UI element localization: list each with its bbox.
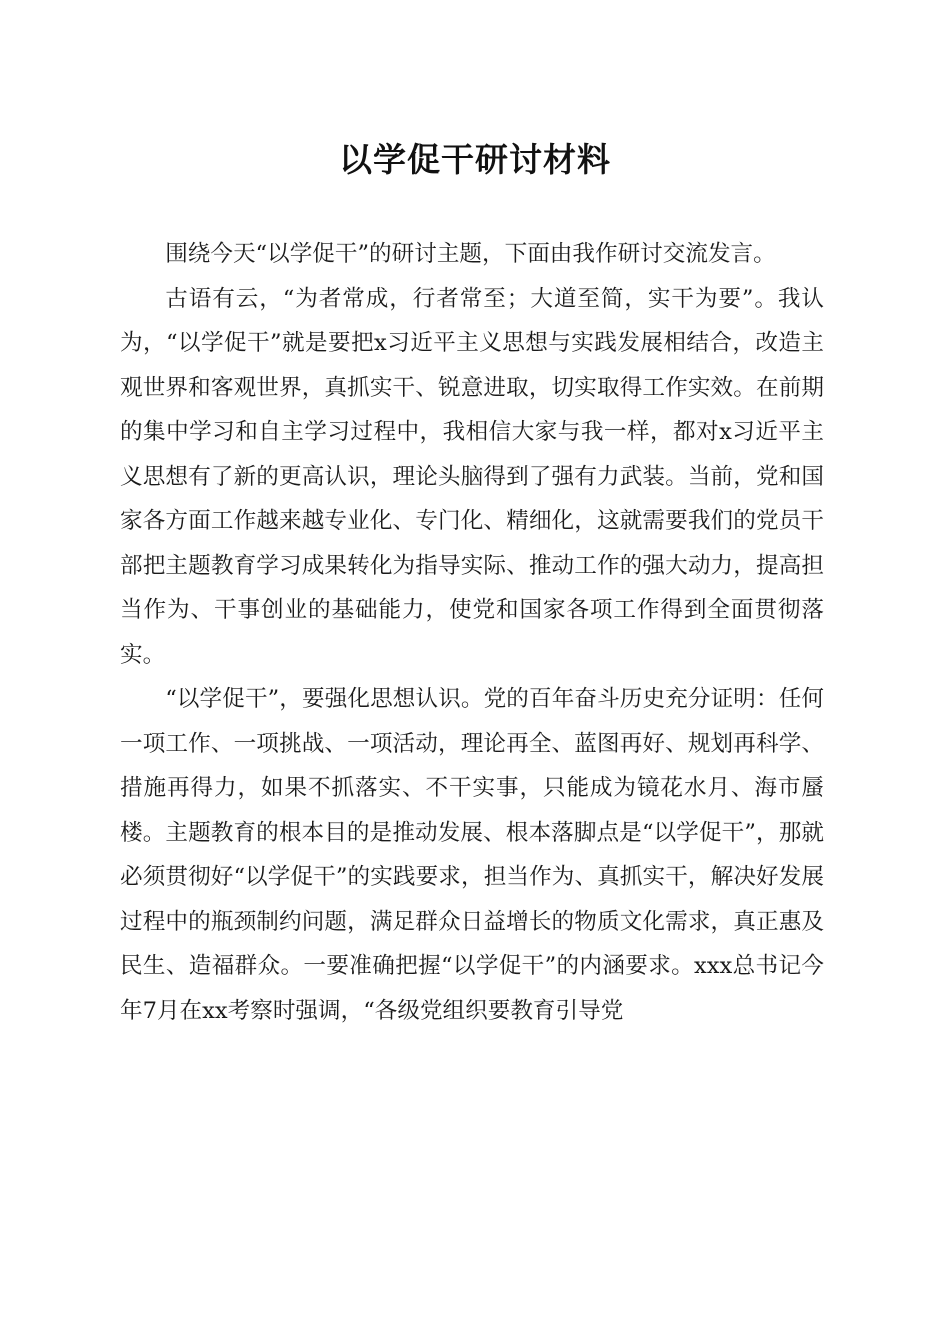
document-title: 以学促干研讨材料 — [339, 140, 611, 179]
document-body — [120, 232, 824, 1033]
paragraph-intro: 围绕今天“以学促干”的研讨主题，下面由我作研讨交流发言。 — [165, 241, 776, 267]
paragraph-proverb: 古语有云，“为者常成，行者常至；大道至简，实干为要”。我认为，“以学促干”就是要把x习近平主义思想与实践发展相结合，改造主观世界和客观世界，真抓实干、锐意进取，切实取得工作实效。在前期的集中学习和自主学习过程中，我相信大家与我一样，都对x习近平主义思想有了新的更高认识，理论头脑得到了强有力武装。当前，党和国家各方面工作越来越专业化、专门化、精细化，这就需要我们的党员干部把主题教育学习成果转化为指导实际、推动工作的强大动力，提高担当作为、干事创业的基础能力，使党和国家各项工作得到全面贯彻落实。 — [120, 285, 824, 668]
paragraph-thought-awareness: “以学促干”，要强化思想认识。党的百年奋斗历史充分证明：任何一项工作、一项挑战、一项活动，理论再全、蓝图再好、规划再科学、措施再得力，如果不抓落实、不干实事，只能成为镜花水月、海市蜃楼。主题教育的根本目的是推动发展、根本落脚点是“以学促干”，那就必须贯彻好“以学促干”的实践要求，担当作为、真抓实干，解决好发展过程中的瓶颈制约问题，满足群众日益增长的物质文化需求，真正惠及民生、造福群众。一要准确把握“以学促干”的内涵要求。xxx总书记今年7月在xx考察时强调，“各级党组织要教育引导党 — [120, 686, 824, 1024]
